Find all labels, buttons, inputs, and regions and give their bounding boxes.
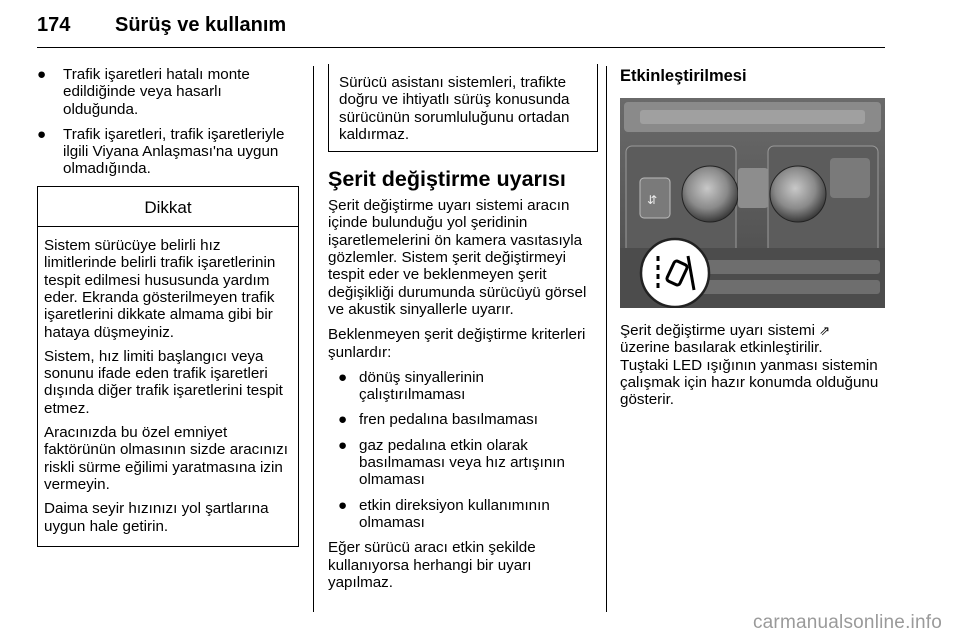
bullet-icon: ● <box>37 125 47 143</box>
list-item: ● Trafik işaretleri hatalı monte edildiğinde veya hasarlı olduğunda. <box>37 66 250 118</box>
lane-warning-heading: Şerit değiştirme uyarısı <box>328 167 566 192</box>
led-text: Tuştaki LED ışığının yanması sistemin çalışmak için hazır konumda olduğunu gösterir. <box>620 356 879 409</box>
caution-paragraph: Sistem, hız limiti başlangıcı veya sonunu ifade eden trafik işaretleri dışında diğer trafik işaretlerini tespit etmez. <box>44 347 283 417</box>
bullet-icon: ● <box>338 436 348 454</box>
bullet-icon: ● <box>37 66 47 83</box>
svg-text:⇵: ⇵ <box>647 193 658 207</box>
condition-list <box>37 66 299 178</box>
caution-box <box>37 186 299 547</box>
list-item: ● dönüş sinyallerinin çalıştırılmaması <box>338 368 484 404</box>
intro-paragraph: Şerit değiştirme uyarı sistemi aracın içinde bulunduğu yol şeridinin işaretlemelerini ön kamera vasıtasıyla gözlemler. Sistem şerit değiştirmeyi tespit eder ve beklenmeyen şerit değişikliği durumunda sürücüyü görsel ve akustik sinyallerle uyarır. <box>328 197 587 318</box>
criteria-intro: Beklenmeyen şerit değiştirme kriterleri şunlardır: <box>328 326 586 361</box>
column-divider-right <box>606 66 607 612</box>
criteria-list <box>328 369 594 531</box>
column-1 <box>37 66 299 547</box>
bullet-icon: ● <box>338 411 348 429</box>
closing-paragraph: Eğer sürücü aracı etkin şekilde kullanıyorsa herhangi bir uyarı yapılmaz. <box>328 539 536 591</box>
column-divider-left <box>313 66 314 612</box>
caution-paragraph: Daima seyir hızınızı yol şartlarına uygun hale getirin. <box>44 500 269 535</box>
column-3 <box>620 66 886 416</box>
list-item: ● gaz pedalına etkin olarak basılmaması veya hız artışının olmaması <box>338 436 565 489</box>
notice-box: Sürücü asistanı sistemleri, trafikte doğru ve ihtiyatlı sürüş konusunda sürücünün sorumluluğunu ortadan kaldırmaz. <box>328 64 598 152</box>
list-item: ● etkin direksiyon kullanımının olmaması <box>338 496 550 531</box>
header-rule <box>37 47 885 48</box>
activation-heading: Etkinleştirilmesi <box>620 67 747 85</box>
section-title: Sürüş ve kullanım <box>115 14 287 36</box>
caution-paragraph: Aracınızda bu özel emniyet faktörünün olmasının sizde aracınızı riskli sürme eğilimi yaratmasına izin vermeyin. <box>44 424 288 493</box>
caution-body <box>38 227 298 546</box>
page-header <box>37 14 885 50</box>
lane-departure-icon: ⇗ <box>819 323 831 338</box>
caution-heading: Dikkat <box>38 186 298 227</box>
caution-paragraph: Sistem sürücüye belirli hız limitlerinde belirli trafik işaretlerinin tespit edilmesi hususunda yardım eder. Ekranda gösterilmeyen trafik işaretlerini dikkate almama gibi bir hataya düşmeyiniz. <box>44 237 276 341</box>
column-2 <box>328 66 594 599</box>
list-item: ● Trafik işaretleri, trafik işaretleriyle ilgili Viyana Anlaşması'na uygun olmadığında. <box>37 125 285 178</box>
watermark: carmanualsonline.info <box>752 612 942 633</box>
page-number: 174 <box>37 14 71 36</box>
activation-text: Şerit değiştirme uyarı sistemi ⇗ üzerine basılarak etkinleştirilir. <box>620 322 831 357</box>
list-item: ● fren pedalına basılmaması <box>338 411 538 429</box>
bullet-icon: ● <box>338 368 348 386</box>
bullet-icon: ● <box>338 496 348 514</box>
console-photo <box>620 98 885 308</box>
